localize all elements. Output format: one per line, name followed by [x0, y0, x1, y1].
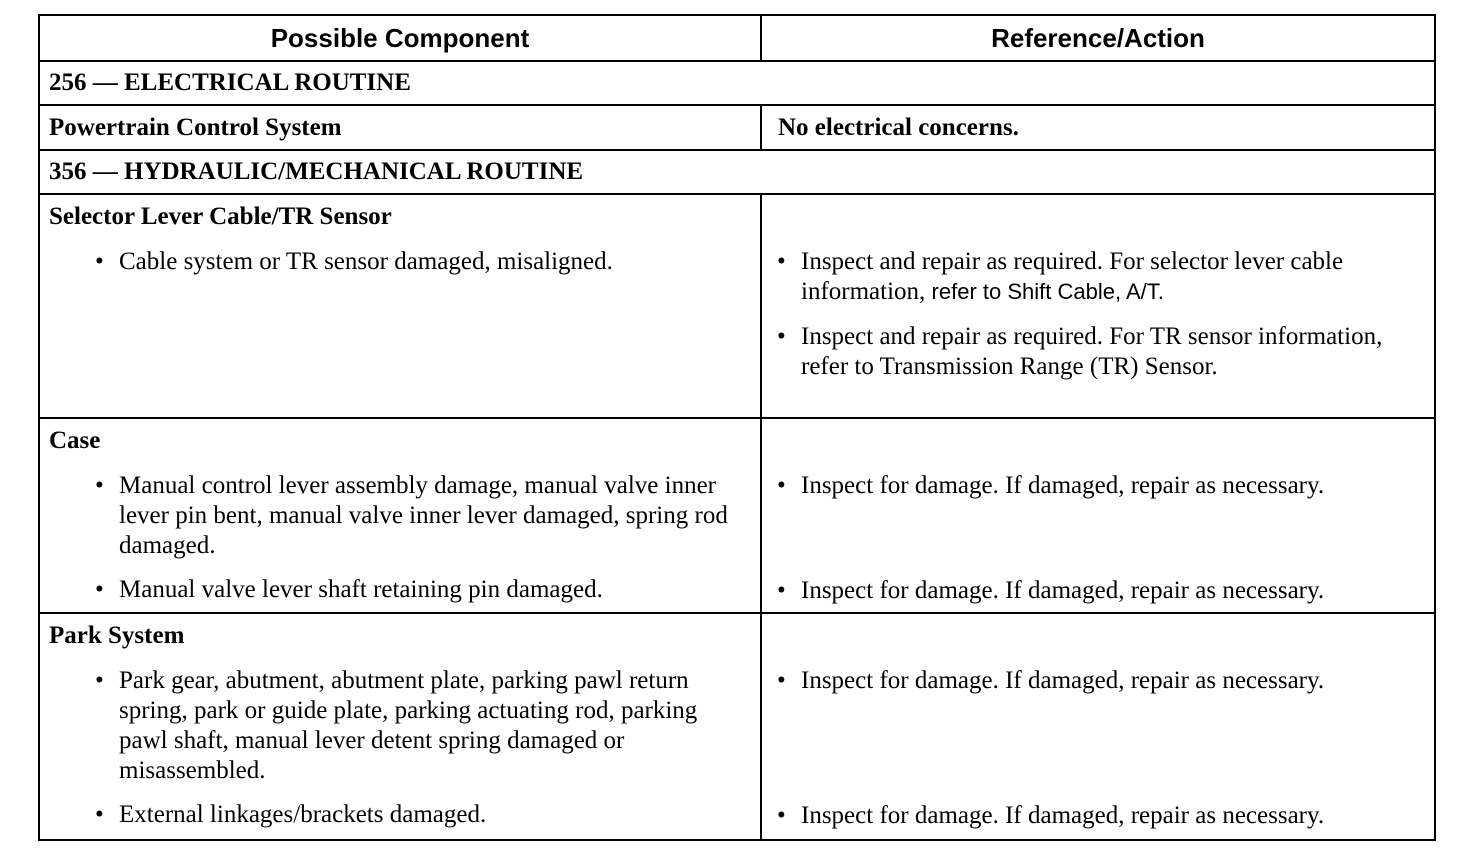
- section-hydraulic-title: 356 — HYDRAULIC/MECHANICAL ROUTINE: [49, 158, 584, 185]
- bullet-icon: •: [777, 323, 786, 350]
- selector-action-1: [776, 247, 1426, 307]
- bullet-icon: •: [95, 576, 104, 603]
- table-header-row: [40, 16, 1434, 62]
- powertrain-row: [40, 106, 1434, 151]
- section-hydraulic-row: [40, 151, 1434, 195]
- selector-item: [48, 247, 752, 277]
- case-item-1: [48, 471, 752, 561]
- case-item-1-text: Manual control lever assembly damage, manual valve inner lever pin bent, manual valve inner lever damaged, spring rod damaged.: [119, 472, 728, 559]
- case-action-2: [776, 576, 1426, 606]
- selector-action-2-text: Inspect and repair as required. For TR sensor information, refer to Transmission Range (TR) Sensor.: [801, 323, 1383, 380]
- case-item-2: [48, 575, 752, 605]
- bullet-icon: •: [95, 801, 104, 828]
- selector-action-1-text: Inspect and repair as required. For selector lever cable information,: [801, 248, 1344, 305]
- powertrain-action: No electrical concerns.: [778, 113, 1019, 141]
- park-action-2-text: Inspect for damage. If damaged, repair as necessary.: [801, 802, 1325, 829]
- section-electrical-title: 256 — ELECTRICAL ROUTINE: [49, 69, 411, 96]
- header-possible-component: Possible Component: [40, 16, 762, 60]
- park-item-2-text: External linkages/brackets damaged.: [119, 801, 487, 828]
- park-title: Park System: [49, 622, 185, 649]
- bullet-icon: •: [95, 667, 104, 694]
- bullet-icon: •: [777, 248, 786, 275]
- selector-action-cell: [762, 195, 1434, 417]
- selector-action-1-ref: refer to Shift Cable, A/T.: [931, 279, 1164, 304]
- case-component-cell: [40, 419, 762, 612]
- case-action-2-text: Inspect for damage. If damaged, repair as necessary.: [801, 577, 1325, 604]
- selector-component-cell: [40, 195, 762, 417]
- case-title: Case: [49, 427, 101, 454]
- case-action-1: [776, 471, 1426, 501]
- diagnosis-table: [38, 14, 1436, 841]
- park-item-1: [48, 666, 752, 786]
- bullet-icon: •: [777, 472, 786, 499]
- selector-action-2: [776, 322, 1426, 382]
- bullet-icon: •: [777, 802, 786, 829]
- case-item-2-text: Manual valve lever shaft retaining pin damaged.: [119, 576, 603, 603]
- header-reference-action: Reference/Action: [991, 23, 1205, 53]
- case-action-1-text: Inspect for damage. If damaged, repair as necessary.: [801, 472, 1325, 499]
- case-action-cell: [762, 419, 1434, 612]
- bullet-icon: •: [777, 577, 786, 604]
- park-item-1-text: Park gear, abutment, abutment plate, parking pawl return spring, park or guide plate, parking actuating rod, parking pawl shaft, manual lever detent spring damaged or misassembled.: [119, 667, 698, 784]
- park-action-2: [776, 801, 1426, 831]
- park-component-cell: [40, 614, 762, 839]
- bullet-icon: •: [95, 472, 104, 499]
- bullet-icon: •: [95, 248, 104, 275]
- park-item-2: [48, 800, 752, 830]
- park-action-1: [776, 666, 1426, 696]
- section-electrical-row: [40, 62, 1434, 106]
- park-action-cell: [762, 614, 1434, 839]
- selector-item-text: Cable system or TR sensor damaged, misaligned.: [119, 248, 613, 275]
- selector-row: [40, 195, 1434, 419]
- park-row: [40, 614, 1434, 839]
- park-action-1-text: Inspect for damage. If damaged, repair as necessary.: [801, 667, 1325, 694]
- selector-title: Selector Lever Cable/TR Sensor: [49, 203, 392, 230]
- case-row: [40, 419, 1434, 614]
- bullet-icon: •: [777, 667, 786, 694]
- powertrain-component: Powertrain Control System: [40, 106, 762, 149]
